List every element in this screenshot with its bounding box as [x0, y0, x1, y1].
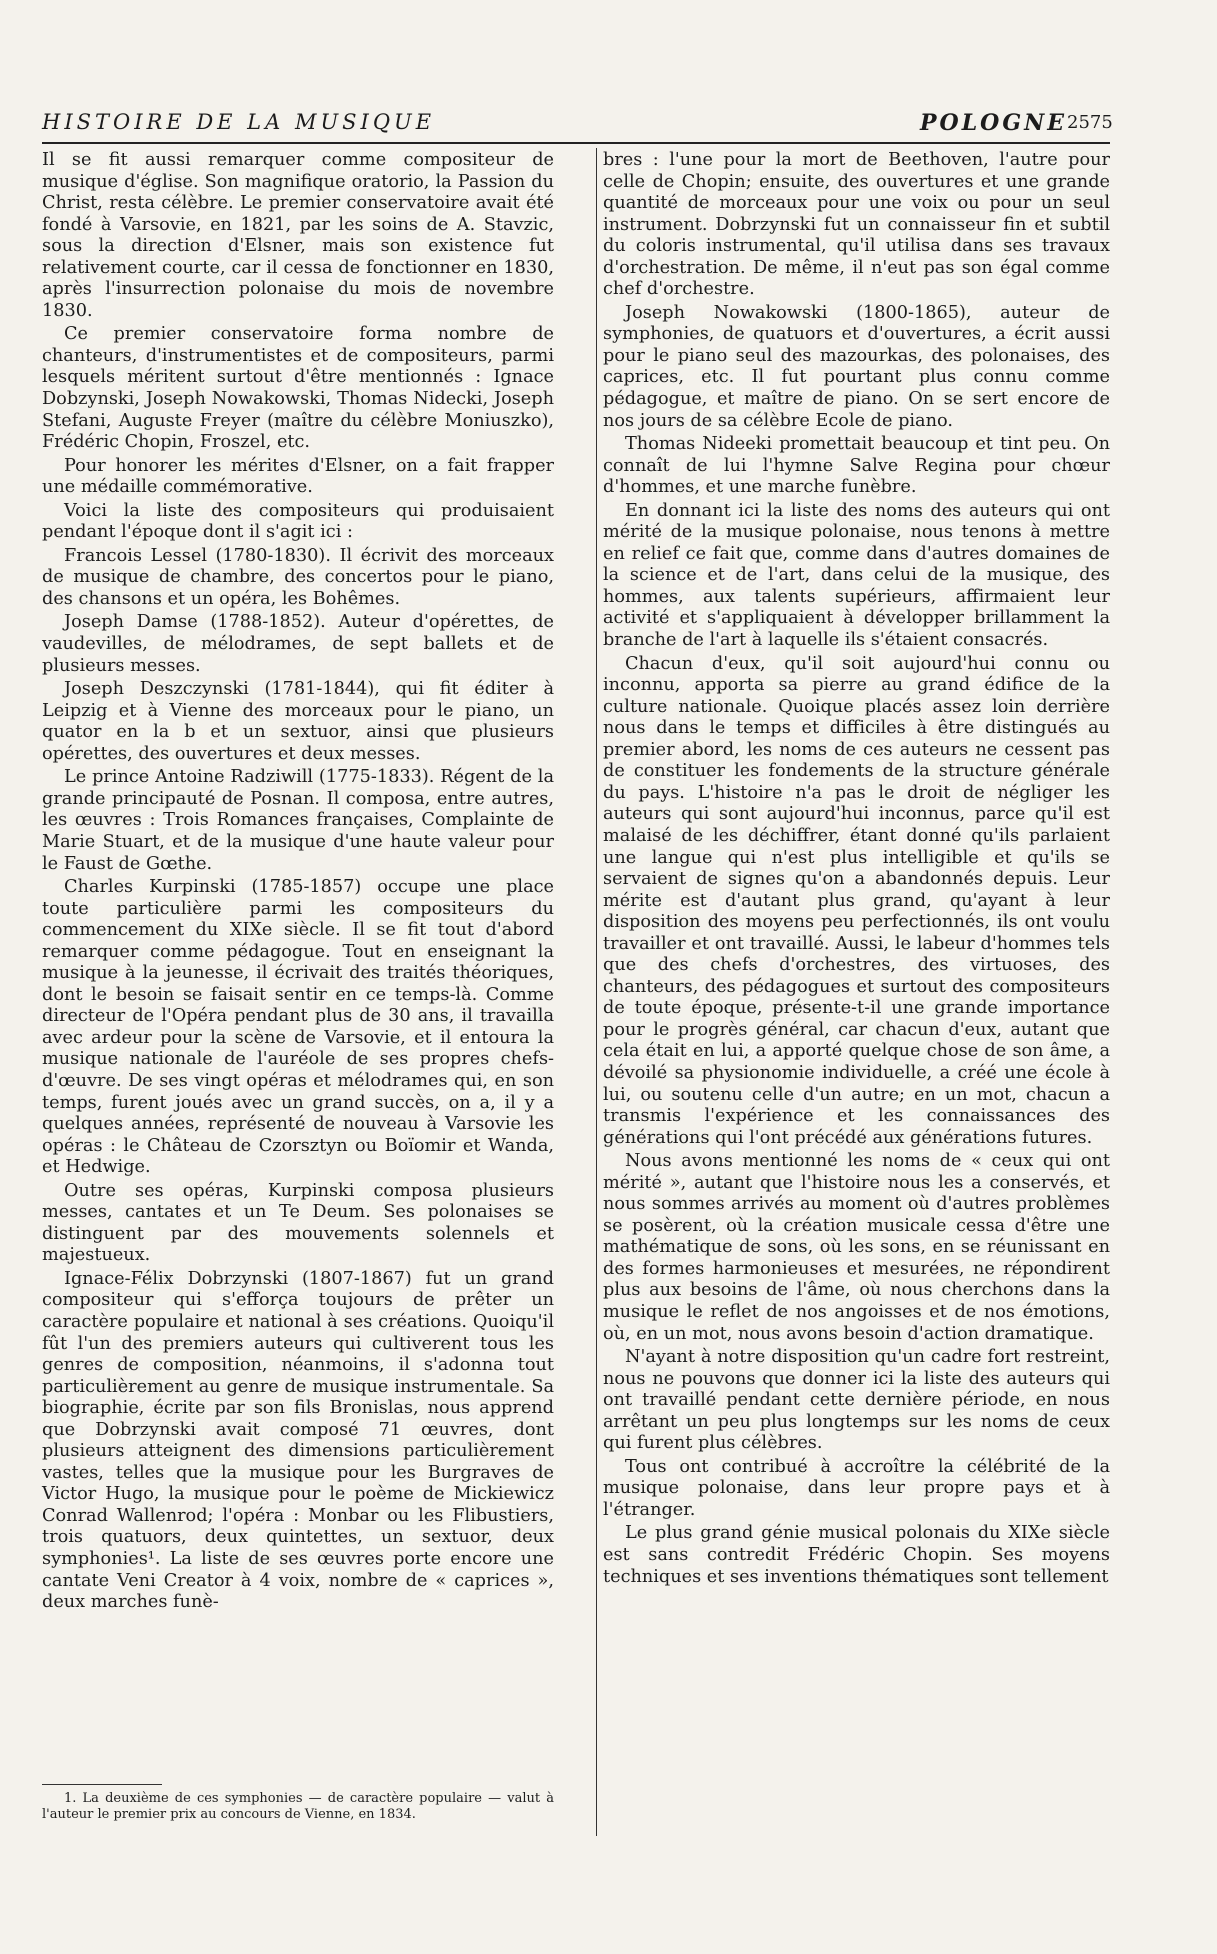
paragraph: Il se fit aussi remarquer comme compositeur de musique d'église. Son magnifique oratorio, la Passion du Christ, resta célèbre. Le premier conservatoire avait été fondé à Varsovie, en 1821, par les soins de A. Stavzic, sous la direction d'Elsner, mais son existence fut relativement courte, car il cessa de fonctionner en 1830, après l'insurrection polonaise du mois de novembre 1830.: [42, 150, 554, 321]
composer-entry: Thomas Nideeki promettait beaucoup et tint peu. On connaît de lui l'hymne Salve Regina pour chœur d'hommes, et une marche funèbre.: [603, 434, 1110, 498]
composer-entry: Francois Lessel (1780-1830). Il écrivit des morceaux de musique de chambre, des concertos pour le piano, des chansons et un opéra, les Bohêmes.: [42, 545, 554, 609]
paragraph: Tous ont contribué à accroître la célébrité de la musique polonaise, dans leur propre pays et à l'étranger.: [603, 1456, 1110, 1520]
composer-entry: Joseph Nowakowski (1800-1865), auteur de symphonies, de quatuors et d'ouvertures, a écrit aussi pour le piano seul des mazourkas, des polonaises, des caprices, etc. Il fut pourtant plus connu comme pédagogue, et maître de piano. On se sert encore de nos jours de sa célèbre Ecole de piano.: [603, 302, 1110, 431]
header-rule: [42, 142, 1110, 144]
paragraph: bres : l'une pour la mort de Beethoven, l'autre pour celle de Chopin; ensuite, des ouvertures et une grande quantité de morceaux pour une voix ou pour un seul instrument. Dobrzynski fut un connaisseur fin et subtil du coloris instrumental, qu'il utilisa dans ses travaux d'orchestration. De même, il n'eut pas son égal comme chef d'orchestre.: [603, 150, 1110, 300]
paragraph: Ce premier conservatoire forma nombre de chanteurs, d'instrumentistes et de compositeurs, parmi lesquels méritent surtout d'être mentionnés : Ignace Dobzynski, Joseph Nowakowski, Thomas Nidecki, Joseph Stefani, Auguste Freyer (maître du célèbre Moniuszko), Frédéric Chopin, Froszel, etc.: [42, 324, 554, 453]
paragraph: Chacun d'eux, qu'il soit aujourd'hui connu ou inconnu, apporta sa pierre au grand édifice de la culture nationale. Quoique placés assez loin derrière nous dans le temps et difficiles à être distingués au premier abord, les noms de ces auteurs ne cessent pas de constituer les fondements de la structure générale du pays. L'histoire n'a pas le droit de négliger les auteurs qui sont aujourd'hui inconnus, parce qu'il est malaisé de les déchiffrer, étant donné qu'ils parlaient une langue qui n'est plus intelligible et qu'ils se servaient de signes qu'on a abandonnés depuis. Leur mérite est d'autant plus grand, qu'ayant à leur disposition des moyens peu perfectionnés, ils ont voulu travailler et ont travaillé. Aussi, le labeur d'hommes tels que des chefs d'orchestres, des virtuoses, des chanteurs, des pédagogues et surtout des compositeurs de toute époque, présente-t-il une grande importance pour le progrès général, car chacun d'eux, autant que cela était en lui, a apporté quelque chose de son âme, a dévoilé sa physionomie individuelle, a créé une école à lui, ou soutenu celle d'un autre; en un mot, chacun a transmis l'expérience et les connaissances des générations qui l'ont précédé aux générations futures.: [603, 653, 1110, 1148]
paragraph: N'ayant à notre disposition qu'un cadre fort restreint, nous ne pouvons que donner ici la liste des auteurs qui ont travaillé pendant cette dernière période, en nous arrêtant un peu plus longtemps sur les noms de ceux qui furent plus célèbres.: [603, 1347, 1110, 1454]
composer-entry: Ignace-Félix Dobrzynski (1807-1867) fut un grand compositeur qui s'efforça toujours de prêter un caractère populaire et national à ses créations. Quoiqu'il fût l'un des premiers auteurs qui cultiverent tous les genres de composition, néanmoins, il s'adonna tout particulièrement au genre de musique instrumentale. Sa biographie, écrite par son fils Bronislas, nous apprend que Dobrzynski avait composé 71 œuvres, dont plusieurs atteignent des dimensions particulièrement vastes, telles que la musique pour les Burgraves de Victor Hugo, la musique pour le poème de Mickiewicz Conrad Wallenrod; l'opéra : Monbar ou les Flibustiers, trois quatuors, deux quintettes, un sextuor, deux symphonies¹. La liste de ses œuvres porte encore une cantate Veni Creator à 4 voix, nombre de « caprices », deux marches funè-: [42, 1268, 554, 1613]
composer-entry: Joseph Damse (1788-1852). Auteur d'opérettes, de vaudevilles, de mélodrames, de sept ballets et de plusieurs messes.: [42, 612, 554, 676]
running-title: HISTOIRE DE LA MUSIQUE: [42, 110, 436, 134]
paragraph: Le plus grand génie musical polonais du XIXe siècle est sans contredit Frédéric Chopin. Ses moyens techniques et ses inventions thématiques sont tellement: [603, 1523, 1110, 1587]
footnote-rule: [42, 1784, 162, 1785]
paragraph: Pour honorer les mérites d'Elsner, on a fait frapper une médaille commémorative.: [42, 455, 554, 498]
composer-entry: Joseph Deszczynski (1781-1844), qui fit éditer à Leipzig et à Vienne des morceaux pour le piano, un quator en la b et un sextuor, ainsi que plusieurs opérettes, des ouvertures et deux messes.: [42, 679, 554, 764]
running-header: [42, 110, 1113, 140]
left-column: [42, 150, 554, 1616]
composer-entry: Le prince Antoine Radziwill (1775-1833). Régent de la grande principauté de Posnan. Il composa, entre autres, les œuvres : Trois Romances françaises, Complainte de Marie Stuart, et de la musique d'une haute valeur pour le Faust de Gœthe.: [42, 767, 554, 874]
column-divider: [596, 148, 597, 1836]
section-title: POLOGNE: [920, 110, 1068, 136]
composer-entry: Charles Kurpinski (1785-1857) occupe une place toute particulière parmi les compositeurs du commencement du XIXe siècle. Il se fit tout d'abord remarquer comme pédagogue. Tout en enseignant la musique à la jeunesse, il écrivait des traités théoriques, dont le besoin se faisait sentir en ce temps-là. Comme directeur de l'Opéra pendant plus de 30 ans, il travailla avec ardeur pour la scène de Varsovie, et il entoura la musique nationale de l'auréole de ses propres chefs-d'œuvre. De ses vingt opéras et mélodrames qui, en son temps, furent joués avec un grand succès, on a, il y a quelques années, représenté de nouveau à Varsovie les opéras : le Château de Czorsztyn ou Boïomir et Wanda, et Hedwige.: [42, 877, 554, 1178]
footnote: 1. La deuxième de ces symphonies — de caractère populaire — valut à l'auteur le premier prix au concours de Vienne, en 1834.: [42, 1791, 554, 1822]
page-number: 2575: [1067, 112, 1113, 133]
paragraph: En donnant ici la liste des noms des auteurs qui ont mérité de la musique polonaise, nous tenons à mettre en relief ce fait que, comme dans d'autres domaines de la science et de l'art, dans celui de la musique, des hommes, aux talents supérieurs, affirmaient leur activité et s'appliquaient à développer brillamment la branche de l'art à laquelle ils s'étaient consacrés.: [603, 500, 1110, 651]
paragraph: Voici la liste des compositeurs qui produisaient pendant l'époque dont il s'agit ici :: [42, 500, 554, 543]
paragraph: Outre ses opéras, Kurpinski composa plusieurs messes, cantates et un Te Deum. Ses polonaises se distinguent par des mouvements solennels et majestueux.: [42, 1180, 554, 1266]
paragraph: Nous avons mentionné les noms de « ceux qui ont mérité », autant que l'histoire nous les a conservés, et nous sommes arrivés au moment où d'autres problèmes se posèrent, où la création musicale cessa d'être une mathématique de sons, où les sons, en se réunissant en des formes harmonieuses et mesurées, ne répondirent plus aux besoins de l'âme, où nous cherchons dans la musique le reflet de nos angoisses et de nos émotions, où, en un mot, nous avons besoin d'action dramatique.: [603, 1151, 1110, 1344]
right-column: [603, 150, 1110, 1590]
